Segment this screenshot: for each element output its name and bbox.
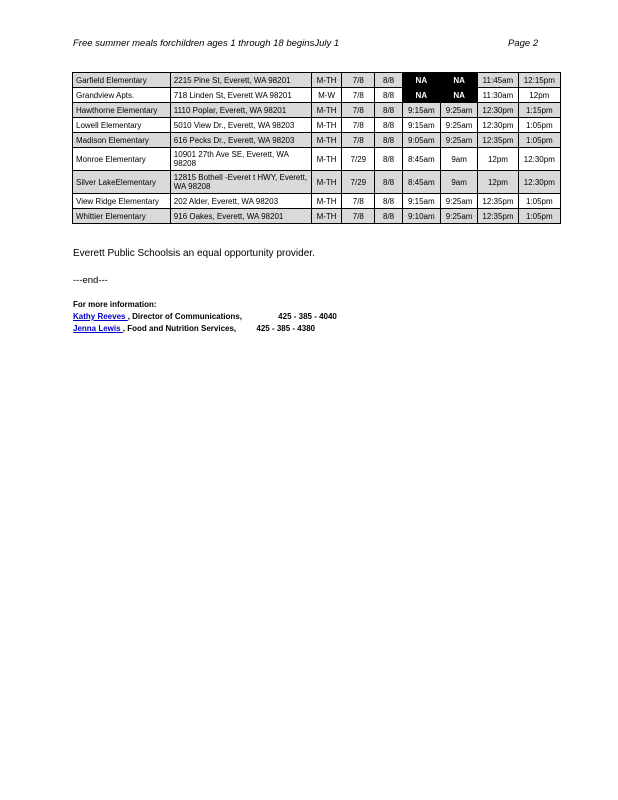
table-row — [73, 88, 561, 103]
cell-lunch-end: 12:30pm — [518, 171, 560, 194]
cell-address: 616 Pecks Dr., Everett, WA 98203 — [170, 133, 311, 148]
cell-start: 7/8 — [342, 73, 375, 88]
more-information-section — [73, 299, 337, 335]
cell-site: Hawthorne Elementary — [73, 103, 171, 118]
cell-start: 7/8 — [342, 194, 375, 209]
cell-address: 10901 27th Ave SE, Everett, WA 98208 — [170, 148, 311, 171]
cell-days: M-TH — [311, 171, 341, 194]
contact-phone: 425 - 385 - 4040 — [278, 312, 337, 321]
cell-start: 7/8 — [342, 88, 375, 103]
cell-start: 7/8 — [342, 133, 375, 148]
end-marker: ---end--- — [73, 275, 108, 286]
cell-lunch-start: 12:30pm — [478, 118, 518, 133]
cell-bfast-start: NA — [402, 88, 440, 103]
cell-end: 8/8 — [375, 194, 402, 209]
table-row — [73, 148, 561, 171]
cell-days: M-TH — [311, 148, 341, 171]
cell-lunch-start: 12pm — [478, 171, 518, 194]
cell-bfast-end: NA — [440, 88, 477, 103]
cell-address: 718 Linden St, Everett WA 98201 — [170, 88, 311, 103]
cell-end: 8/8 — [375, 148, 402, 171]
cell-address: 5010 View Dr., Everett, WA 98203 — [170, 118, 311, 133]
cell-lunch-start: 11:45am — [478, 73, 518, 88]
contact-phone: 425 - 385 - 4380 — [256, 324, 316, 333]
cell-bfast-end: NA — [440, 73, 477, 88]
cell-address: 2215 Pine St, Everett, WA 98201 — [170, 73, 311, 88]
cell-lunch-end: 12:15pm — [518, 73, 560, 88]
cell-start: 7/8 — [342, 118, 375, 133]
cell-lunch-end: 1:05pm — [518, 118, 560, 133]
cell-end: 8/8 — [375, 103, 402, 118]
cell-site: Lowell Elementary — [73, 118, 171, 133]
cell-end: 8/8 — [375, 73, 402, 88]
cell-end: 8/8 — [375, 118, 402, 133]
meal-schedule-table — [72, 72, 561, 224]
cell-site: View Ridge Elementary — [73, 194, 171, 209]
cell-site: Monroe Elementary — [73, 148, 171, 171]
cell-bfast-start: 9:05am — [402, 133, 440, 148]
cell-lunch-end: 1:05pm — [518, 209, 560, 224]
cell-bfast-end: 9:25am — [440, 103, 477, 118]
cell-bfast-start: NA — [402, 73, 440, 88]
cell-lunch-end: 1:05pm — [518, 194, 560, 209]
contact-link-jenna-lewis[interactable]: Jenna Lewis — [73, 324, 123, 333]
cell-start: 7/8 — [342, 209, 375, 224]
cell-site: Grandview Apts. — [73, 88, 171, 103]
cell-address: 916 Oakes, Everett, WA 98201 — [170, 209, 311, 224]
contact-link-kathy-reeves[interactable]: Kathy Reeves — [73, 312, 128, 321]
cell-end: 8/8 — [375, 88, 402, 103]
cell-end: 8/8 — [375, 171, 402, 194]
cell-days: M-TH — [311, 194, 341, 209]
table-row — [73, 209, 561, 224]
cell-end: 8/8 — [375, 133, 402, 148]
table-row — [73, 133, 561, 148]
contact-line — [73, 323, 337, 335]
cell-site: Garfield Elementary — [73, 73, 171, 88]
cell-bfast-end: 9am — [440, 171, 477, 194]
table-row — [73, 103, 561, 118]
cell-start: 7/8 — [342, 103, 375, 118]
contact-role: , Food and Nutrition Services, — [122, 324, 237, 333]
more-information-label: For more information: — [73, 300, 157, 309]
cell-bfast-start: 9:15am — [402, 118, 440, 133]
cell-lunch-start: 12:35pm — [478, 209, 518, 224]
cell-site: Silver LakeElementary — [73, 171, 171, 194]
page-number: Page 2 — [508, 38, 539, 49]
table-row — [73, 73, 561, 88]
cell-bfast-start: 8:45am — [402, 148, 440, 171]
cell-site: Madison Elementary — [73, 133, 171, 148]
cell-days: M-TH — [311, 73, 341, 88]
cell-days: M-W — [311, 88, 341, 103]
cell-lunch-start: 12pm — [478, 148, 518, 171]
table-row — [73, 194, 561, 209]
document-header-title: Free summer meals forchildren ages 1 through 18 beginsJuly 1 — [73, 38, 340, 49]
cell-bfast-end: 9:25am — [440, 194, 477, 209]
cell-address: 202 Alder, Everett, WA 98203 — [170, 194, 311, 209]
table-row — [73, 171, 561, 194]
contact-line — [73, 311, 337, 323]
cell-bfast-end: 9:25am — [440, 118, 477, 133]
cell-days: M-TH — [311, 133, 341, 148]
cell-days: M-TH — [311, 103, 341, 118]
cell-start: 7/29 — [342, 171, 375, 194]
cell-days: M-TH — [311, 209, 341, 224]
cell-lunch-start: 12:35pm — [478, 194, 518, 209]
contact-role: , Director of Communications, — [127, 312, 242, 321]
cell-lunch-start: 12:35pm — [478, 133, 518, 148]
cell-end: 8/8 — [375, 209, 402, 224]
cell-bfast-end: 9am — [440, 148, 477, 171]
cell-lunch-start: 12:30pm — [478, 103, 518, 118]
table-row — [73, 118, 561, 133]
cell-bfast-start: 9:15am — [402, 194, 440, 209]
cell-bfast-end: 9:25am — [440, 133, 477, 148]
cell-start: 7/29 — [342, 148, 375, 171]
cell-days: M-TH — [311, 118, 341, 133]
cell-lunch-end: 12pm — [518, 88, 560, 103]
cell-lunch-start: 11:30am — [478, 88, 518, 103]
cell-bfast-start: 9:10am — [402, 209, 440, 224]
cell-address: 12815 Bothell -Everet t HWY, Everett, WA 98208 — [170, 171, 311, 194]
cell-lunch-end: 1:05pm — [518, 133, 560, 148]
equal-opportunity-statement: Everett Public Schoolsis an equal opportunity provider. — [73, 248, 315, 259]
cell-bfast-end: 9:25am — [440, 209, 477, 224]
cell-site: Whittier Elementary — [73, 209, 171, 224]
cell-lunch-end: 12:30pm — [518, 148, 560, 171]
cell-bfast-start: 9:15am — [402, 103, 440, 118]
cell-lunch-end: 1:15pm — [518, 103, 560, 118]
cell-bfast-start: 8:45am — [402, 171, 440, 194]
cell-address: 1110 Poplar, Everett, WA 98201 — [170, 103, 311, 118]
